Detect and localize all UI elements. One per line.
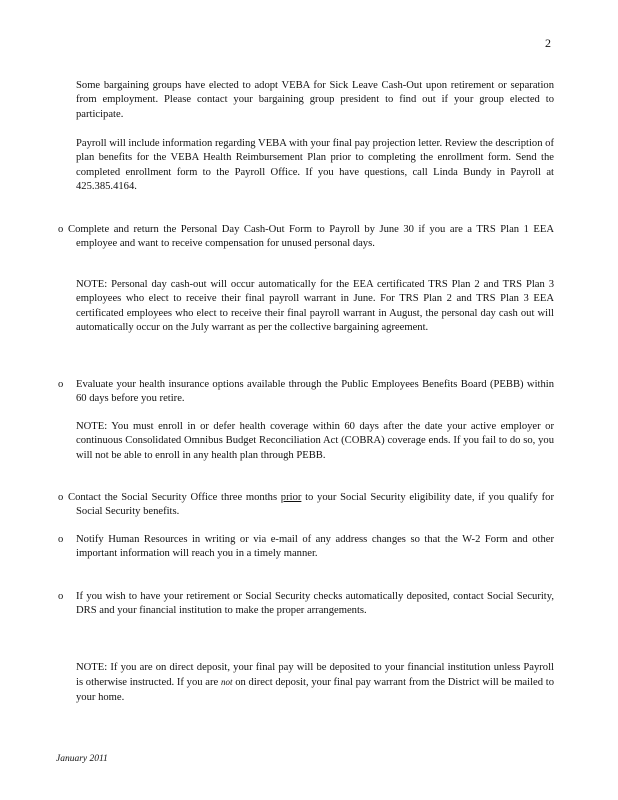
- list-item-lead: Complete: [68, 224, 110, 235]
- list-item-personal-day: [68, 223, 554, 252]
- note-deposit: [76, 661, 554, 705]
- bullet-marker: o: [58, 224, 64, 235]
- list-item-text: If you wish to have your retirement or Social Security checks automatically deposited, contact Social Security, DRS and your financial institution to make the proper arrangements.: [76, 591, 554, 617]
- list-item-text: and return the Personal Day Cash-Out Form to Payroll by June 30 if you are a TRS Plan 1 EEA employee and want to receive compensation for unused personal days.: [76, 224, 554, 250]
- note-text: NOTE: If you are on direct deposit, your final pay will be deposited to your financial institution unless Payroll is otherwise instructed. If you are: [76, 662, 554, 689]
- underlined-word: prior: [280, 492, 302, 503]
- note-health: [76, 420, 554, 463]
- footer-date: January 2011: [56, 754, 108, 764]
- list-item-text: your health insurance options available through the Public Employees Benefits Board (PEBB) within 60 days before you retire.: [76, 379, 554, 405]
- list-item-lead: Evaluate: [76, 379, 114, 390]
- note-text: on direct deposit, your final pay warrant from the District will be mailed to your home.: [76, 677, 554, 703]
- list-item-text: to your Social Security eligibility date, if you qualify for Social Security benefits.: [76, 492, 554, 518]
- bullet-marker: o: [58, 379, 64, 390]
- list-item-social-security: [68, 491, 554, 520]
- list-item-text: Notify Human Resources in writing or via e-mail of any address changes so that the W-2 Form and other important information will reach you in a timely manner.: [76, 534, 554, 560]
- page-number: 2: [545, 36, 551, 50]
- list-item-health: [76, 378, 554, 407]
- list-item-text: the Social Security Office three months: [104, 492, 278, 503]
- note-personal-day: [76, 278, 554, 336]
- bullet-marker: o: [58, 492, 64, 503]
- bullet-marker: o: [58, 534, 64, 545]
- note-text: NOTE: Personal day cash-out will occur automatically for the EEA certificated TRS Plan 2 and TRS Plan 3 employees who elect to receive their final payroll warrant in June. For TRS Plan 2 and TRS Plan 3 EEA certificated employees who elect to receive their final payroll warrant in August, the personal day cash out will automatically occur on the July warrant as per the collective bargaining agreement.: [76, 279, 554, 334]
- paragraph-veba-payroll-text: Payroll will include information regarding VEBA with your final pay projection letter. Review the description of plan benefits for the VEBA Health Reimbursement Plan prior to completing the enrollment form. Send the completed enrollment form to the Payroll Office. If you have questions, call Linda Bundy in Payroll at 425.385.4164.: [76, 138, 554, 193]
- paragraph-veba-adopt-text: Some bargaining groups have elected to adopt VEBA for Sick Leave Cash-Out upon retirement or separation from employment. Please contact your bargaining group president to find out if your group elected to participate.: [76, 80, 554, 120]
- list-item-lead: Contact: [68, 492, 101, 503]
- paragraph-veba-payroll: [76, 137, 554, 195]
- paragraph-veba-adopt: [76, 79, 554, 122]
- list-item-hr: [76, 533, 554, 562]
- list-item-deposit: [76, 590, 554, 619]
- note-text: NOTE: You must enroll in or defer health coverage within 60 days after the date your active employer or continuous Consolidated Omnibus Budget Reconciliation Act (COBRA) coverage ends. If you fail to do so, you will not be able to enroll in any health plan through PEBB.: [76, 421, 554, 461]
- bullet-marker: o: [58, 591, 64, 602]
- emphasized-word: not: [220, 677, 233, 688]
